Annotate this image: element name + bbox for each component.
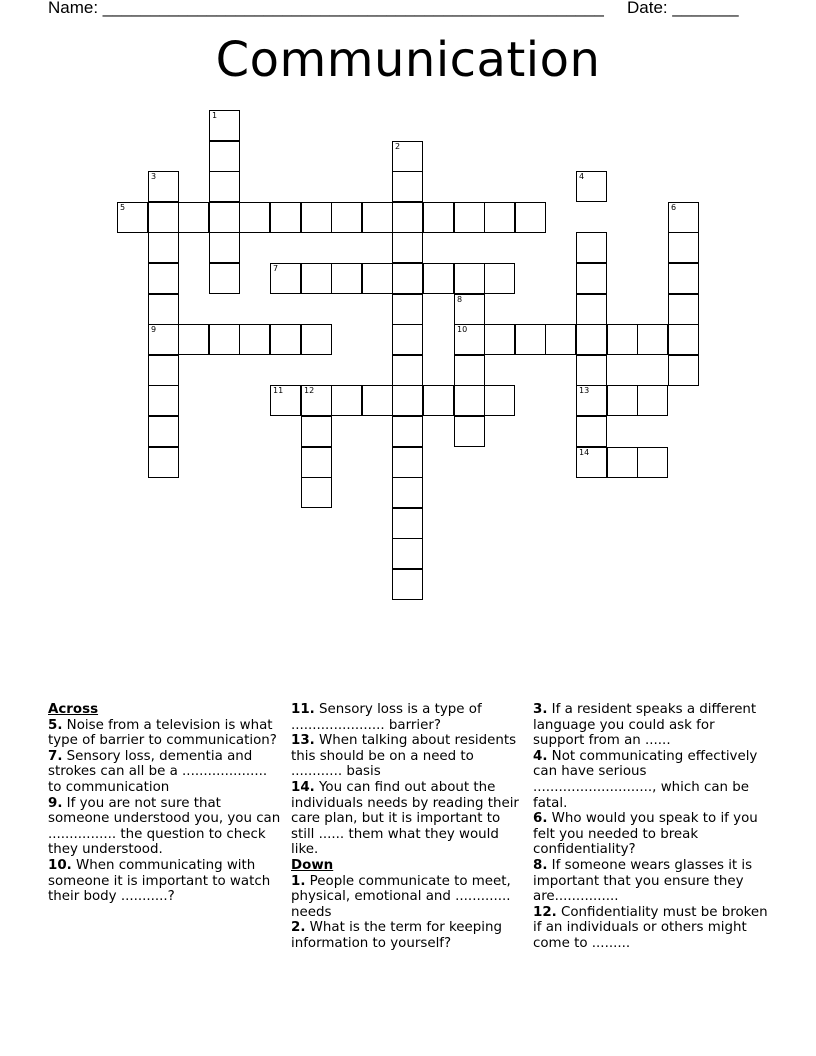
grid-cell[interactable] (301, 324, 332, 355)
grid-cell[interactable] (423, 202, 454, 233)
grid-cell[interactable] (454, 294, 485, 325)
grid-cell[interactable] (270, 202, 301, 233)
grid-cell[interactable] (576, 324, 607, 355)
grid-cell[interactable] (637, 385, 668, 416)
grid-cell[interactable] (454, 202, 485, 233)
grid-cell[interactable] (576, 447, 607, 478)
grid-cell[interactable] (545, 324, 576, 355)
grid-cell[interactable] (668, 355, 699, 386)
grid-cell[interactable] (392, 263, 423, 294)
clue-across-7: 7. Sensory loss, dementia and strokes can all be a .................... to communication (48, 748, 268, 795)
grid-cell[interactable] (392, 202, 423, 233)
grid-cell[interactable] (392, 416, 423, 447)
grid-cell[interactable] (392, 232, 423, 263)
clue-number: 8 (457, 295, 463, 304)
clue-down-8: 8. If someone wears glasses it is important that you ensure they are............... (533, 857, 753, 905)
grid-cell[interactable] (668, 232, 699, 263)
grid-cell[interactable] (148, 416, 179, 447)
grid-cell[interactable] (178, 202, 209, 233)
clue-number: 4 (579, 172, 585, 181)
grid-cell[interactable] (148, 263, 179, 294)
clue-across-14: 14. You can find out about the individuals needs by reading their care plan, but it is important to still ...... them what they would like. (291, 779, 519, 858)
page-title: Communication (215, 32, 601, 88)
grid-cell[interactable] (576, 263, 607, 294)
grid-cell[interactable] (637, 447, 668, 478)
grid-cell[interactable] (270, 263, 301, 294)
grid-cell[interactable] (484, 202, 515, 233)
grid-cell[interactable] (454, 416, 485, 447)
grid-cell[interactable] (576, 232, 607, 263)
grid-cell[interactable] (515, 324, 546, 355)
grid-cell[interactable] (239, 324, 270, 355)
clue-number: 11 (273, 386, 284, 395)
grid-cell[interactable] (301, 477, 332, 508)
grid-cell[interactable] (392, 294, 423, 325)
grid-cell[interactable] (301, 416, 332, 447)
clue-across-13: 13. When talking about residents this should be on a need to ............ basis (291, 733, 517, 780)
grid-cell[interactable] (607, 324, 638, 355)
clue-down-1: 1. People communicate to meet, physical, emotional and ............. needs (291, 873, 511, 920)
grid-cell[interactable] (209, 324, 240, 355)
grid-cell[interactable] (392, 171, 423, 202)
grid-cell[interactable] (392, 385, 423, 416)
grid-cell[interactable] (484, 324, 515, 355)
grid-cell[interactable] (515, 202, 546, 233)
clue-number: 3 (151, 172, 157, 181)
clue-across-10: 10. When communicating with someone it is important to watch their body ...........? (48, 857, 271, 905)
grid-cell[interactable] (209, 110, 240, 141)
clue-number: 5 (120, 203, 126, 212)
grid-cell[interactable] (454, 324, 485, 355)
clue-number: 14 (579, 448, 590, 457)
grid-cell[interactable] (637, 324, 668, 355)
grid-cell[interactable] (392, 538, 423, 569)
grid-cell[interactable] (331, 385, 362, 416)
grid-cell[interactable] (392, 447, 423, 478)
clue-number: 1 (212, 111, 218, 120)
clue-number: 9 (151, 325, 157, 334)
clue-number: 7 (273, 264, 279, 273)
grid-cell[interactable] (148, 294, 179, 325)
grid-cell[interactable] (668, 202, 699, 233)
grid-cell[interactable] (301, 202, 332, 233)
clues-column-1 (48, 702, 283, 956)
grid-cell[interactable] (148, 232, 179, 263)
clue-number: 12 (304, 386, 315, 395)
grid-cell[interactable] (148, 324, 179, 355)
grid-cell[interactable] (668, 324, 699, 355)
grid-cell[interactable] (484, 263, 515, 294)
grid-cell[interactable] (301, 263, 332, 294)
clue-across-5: 5. Noise from a television is what type of barrier to communication? (48, 717, 277, 749)
grid-cell[interactable] (209, 202, 240, 233)
grid-cell[interactable] (576, 294, 607, 325)
down-heading: Down (291, 857, 334, 873)
clue-number: 10 (457, 325, 468, 334)
grid-cell[interactable] (117, 202, 148, 233)
grid-cell[interactable] (392, 477, 423, 508)
clues-column-3 (533, 702, 768, 956)
clue-down-12: 12. Confidentiality must be broken if an individuals or others might come to ......... (533, 904, 768, 951)
grid-cell[interactable] (668, 294, 699, 325)
grid-cell[interactable] (607, 447, 638, 478)
grid-cell[interactable] (270, 324, 301, 355)
grid-cell[interactable] (301, 447, 332, 478)
grid-cell[interactable] (362, 385, 393, 416)
clue-down-4: 4. Not communicating effectively can have serious ............................, which can be fatal. (533, 748, 758, 811)
grid-cell[interactable] (178, 324, 209, 355)
clue-across-9: 9. If you are not sure that someone understood you, you can ................ the question to check they understood. (48, 795, 281, 858)
grid-cell[interactable] (576, 385, 607, 416)
clues-column-2 (291, 702, 526, 956)
date-field: Date: _______ (627, 0, 739, 17)
grid-cell[interactable] (209, 171, 240, 202)
across-heading: Across (48, 702, 99, 717)
grid-cell[interactable] (454, 355, 485, 386)
clue-down-3: 3. If a resident speaks a different language you could ask for support from an ...... (533, 702, 757, 749)
clue-down-6: 6. Who would you speak to if you felt you needed to break confidentiality? (533, 811, 758, 858)
grid-cell[interactable] (423, 385, 454, 416)
grid-cell[interactable] (239, 202, 270, 233)
grid-cell[interactable] (148, 202, 179, 233)
grid-cell[interactable] (331, 263, 362, 294)
grid-cell[interactable] (209, 263, 240, 294)
name-field: Name: _____________________________________________________ (48, 0, 604, 17)
clue-number: 13 (579, 386, 590, 395)
grid-cell[interactable] (392, 508, 423, 539)
grid-cell[interactable] (392, 141, 423, 172)
clue-number: 6 (671, 203, 677, 212)
clue-down-2: 2. What is the term for keeping information to yourself? (291, 920, 502, 951)
grid-cell[interactable] (392, 569, 423, 600)
clue-across-11: 11. Sensory loss is a type of ...................... barrier? (291, 702, 482, 733)
grid-cell[interactable] (576, 171, 607, 202)
grid-cell[interactable] (148, 171, 179, 202)
grid-cell[interactable] (148, 385, 179, 416)
grid-cell[interactable] (209, 232, 240, 263)
grid-cell[interactable] (454, 263, 485, 294)
grid-cell[interactable] (392, 324, 423, 355)
grid-cell[interactable] (454, 385, 485, 416)
grid-cell[interactable] (148, 447, 179, 478)
grid-cell[interactable] (362, 202, 393, 233)
grid-cell[interactable] (668, 263, 699, 294)
grid-cell[interactable] (362, 263, 393, 294)
grid-cell[interactable] (270, 385, 301, 416)
grid-cell[interactable] (607, 385, 638, 416)
grid-cell[interactable] (209, 141, 240, 172)
grid-cell[interactable] (301, 385, 332, 416)
clue-number: 2 (395, 142, 401, 151)
grid-cell[interactable] (148, 355, 179, 386)
grid-cell[interactable] (423, 263, 454, 294)
grid-cell[interactable] (576, 355, 607, 386)
grid-cell[interactable] (484, 385, 515, 416)
grid-cell[interactable] (392, 355, 423, 386)
grid-cell[interactable] (331, 202, 362, 233)
grid-cell[interactable] (576, 416, 607, 447)
